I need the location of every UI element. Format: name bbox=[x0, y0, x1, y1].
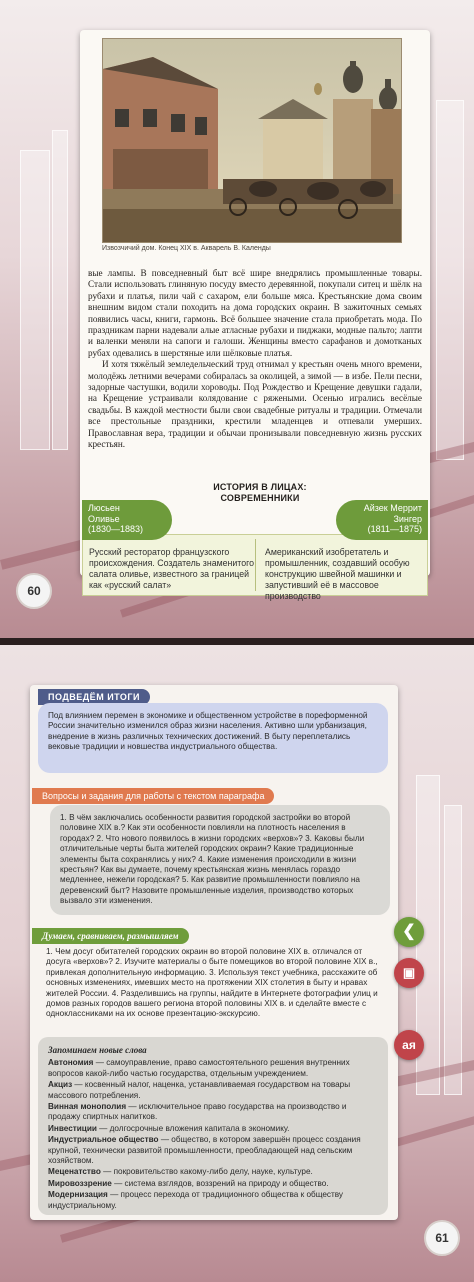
vocabulary-term: Автономия bbox=[48, 1058, 94, 1068]
vocabulary-item bbox=[48, 1102, 378, 1123]
vocabulary-term: Инвестиции bbox=[48, 1123, 97, 1133]
questions-header: Вопросы и задания для работы с текстом параграфа bbox=[32, 788, 274, 804]
screen-icon[interactable]: ▣ bbox=[394, 958, 424, 988]
vocabulary-item bbox=[48, 1167, 378, 1177]
think-box bbox=[40, 947, 390, 1033]
history-section-title bbox=[140, 482, 380, 504]
body-text bbox=[88, 268, 422, 451]
page-61 bbox=[0, 645, 474, 1282]
vocabulary-box bbox=[38, 1037, 388, 1215]
vocabulary-definition: — система взглядов, воззрений на природу и общество. bbox=[111, 1178, 329, 1188]
vocabulary-term: Индустриальное общество bbox=[48, 1135, 159, 1145]
vocabulary-item bbox=[48, 1135, 378, 1166]
vocabulary-term: Акциз bbox=[48, 1080, 73, 1090]
bg-tower-decor bbox=[444, 805, 462, 1095]
vocabulary-definition: — косвенный налог, наценка, устанавливаемая государством на товары массового потребления. bbox=[48, 1080, 351, 1100]
watercolor-picture bbox=[103, 39, 402, 243]
vocabulary-item bbox=[48, 1190, 378, 1211]
person-left-name-badge bbox=[82, 500, 172, 540]
contemporaries-box bbox=[82, 534, 428, 601]
vocabulary-definition: — процесс перехода от традиционного общества к обществу индустриальному. bbox=[48, 1190, 344, 1210]
paragraph-1: вые лампы. В повседневный быт всё шире внедрялись промышленные товары. Стали использовать глиняную посуду вместо деревянной, покупали ситец и шёлк на рубахи и платья, пили чай с сахаром, ели больше мяса. Крестьянские дома своим внешним видом стали походить на дома городских окраин. В зажиточных семьях появились часы, книги, гармонь. Всё большее значение стала приобретать мода. По праздникам парни надевали алые атласные рубахи и пиджаки, модные пальто; лапти и валенки меняли на сапоги и галоши. Женщины вместо сарафанов и домотканых рубах одевались в шерстяные или шёлковые платья. bbox=[88, 268, 422, 358]
vocabulary-term: Мировоззрение bbox=[48, 1178, 112, 1188]
illustration-caption: Извозчичий дом. Конец XIX в. Акварель В. Календы bbox=[102, 245, 271, 252]
paragraph-2: И хотя тяжёлый земледельческий труд отнимал у крестьян очень много времени, молодёжь летними вечерами собиралась за околицей, а зимой — в избе. Пели песни, задорные частушки, водили хороводы. Под Рождество и Крещение девушки гадали, на Крещение устраивали колядование с ряжеными. Осенью игрались весёлые свадьбы. В каждой местности были свои свадебные ритуалы и традиции. Отмечали все престольные праздники, крестили младенцев и отпевали умерших. Православная вера, традиции и обычаи пронизывали повседневную жизнь русских крестьян. bbox=[88, 359, 422, 450]
person-right-name-line2: Зингер bbox=[393, 513, 422, 524]
vocabulary-header: Запоминаем новые слова bbox=[48, 1045, 147, 1055]
back-arrow-icon[interactable]: ❮ bbox=[394, 917, 424, 947]
person-right-name-line1: Айзек Меррит bbox=[363, 503, 422, 513]
summary-header: ПОДВЕДЁМ ИТОГИ bbox=[38, 689, 150, 705]
think-header: Думаем, сравниваем, размышляем bbox=[32, 928, 189, 944]
history-title-line2: СОВРЕМЕННИКИ bbox=[220, 493, 300, 503]
vocabulary-item bbox=[48, 1080, 378, 1101]
vocabulary-definition: — общество, в котором завершён процесс создания крупной, технически развитой промышленности, преобладающей над сельским хозяйством. bbox=[48, 1135, 361, 1166]
person-left-years: (1830—1883) bbox=[88, 524, 144, 534]
questions-box bbox=[50, 805, 390, 915]
translate-icon[interactable]: aя bbox=[394, 1030, 424, 1060]
history-title-line1: ИСТОРИЯ В ЛИЦАХ: bbox=[213, 482, 307, 492]
vocabulary-term: Меценатство bbox=[48, 1167, 101, 1177]
person-right-name-badge bbox=[336, 500, 428, 540]
vocabulary-term: Модернизация bbox=[48, 1190, 108, 1200]
vocabulary-term: Винная монополия bbox=[48, 1102, 127, 1112]
content-panel-2 bbox=[30, 685, 398, 1220]
vocabulary-item bbox=[48, 1124, 378, 1134]
page-60 bbox=[0, 0, 474, 638]
bg-tower-decor bbox=[436, 100, 464, 460]
summary-box bbox=[38, 703, 388, 773]
vocabulary-definition: — самоуправление, право самостоятельного решения внутренних вопросов какой-либо частью государства, отдельным учреждением. bbox=[48, 1058, 350, 1078]
vocabulary-list bbox=[48, 1058, 378, 1211]
vocabulary-item bbox=[48, 1058, 378, 1079]
vocabulary-definition: — исключительное право государства на производство и продажу спиртных напитков. bbox=[48, 1102, 347, 1122]
content-panel bbox=[80, 30, 430, 601]
bg-tower-decor bbox=[52, 130, 68, 450]
page-number: 61 bbox=[424, 1220, 460, 1256]
page-number: 60 bbox=[16, 573, 52, 609]
illustration-watercolor bbox=[102, 38, 402, 243]
person-right-years: (1811—1875) bbox=[367, 524, 422, 534]
divider bbox=[255, 539, 256, 591]
vocabulary-item bbox=[48, 1179, 378, 1189]
person-right-description: Американский изобретатель и промышленник, создавший особую конструкцию швейной машинки и запустивший её в массовое производство bbox=[265, 547, 410, 601]
questions-text: 1. В чём заключались особенности развития городской застройки во второй половине XIX в.? Как эти особенности повлияли на плотность населения в городах? 2. Что нового появилось в жизни городских «верхов»? 3. Каковы были отличительные черты быта жителей городских окраин? Какие традиционные элементы быта сохранялись у них? 4. Какие изменения происходили в жизни крестьян? Как вы думаете, почему крестьянская жизнь менялась гораздо медленнее, нежели городская? 5. Как развитие промышленности повлияло на деревенский быт? Назовите промышленные изделия, производство которых вызвало эти изменения. bbox=[60, 813, 365, 906]
think-text: 1. Чем досуг обитателей городских окраин во второй половине XIX в. отличался от досуга «верхов»? 2. Изучите материалы о быте помещиков во второй половине XIX в., привлекая дополнительную информацию. 3. Используя текст учебника, расскажите об основных изменениях, имевших место на протяжении XIX столетия в быту и нравах жителей России. 4. Разделившись на группы, найдите в Интернете фотографии улиц и домов разных городов вашего региона второй половины XIX в. и сделайте вместе с одноклассниками на их основе презентацию-экскурсию. bbox=[46, 947, 378, 1019]
person-left-name-line1: Люсьен bbox=[88, 503, 120, 513]
vocabulary-definition: — долгосрочные вложения капитала в экономику. bbox=[96, 1123, 290, 1133]
summary-text: Под влиянием перемен в экономике и общественном устройстве в пореформенной России значительно изменился образ жизни населения. Активно шли урбанизация, внедрение в жизнь различных технических достижений. В быту переплетались вековые традиции и новшества индустриального общества. bbox=[48, 711, 368, 752]
vocabulary-definition: — покровительство какому-либо делу, науке, культуре. bbox=[100, 1167, 313, 1177]
person-left-description: Русский ресторатор французского происхождения. Создатель знаменитого салата оливье, известного за границей как «русский салат» bbox=[89, 547, 255, 590]
bg-tower-decor bbox=[20, 150, 50, 450]
person-left-name-line2: Оливье bbox=[88, 513, 120, 524]
